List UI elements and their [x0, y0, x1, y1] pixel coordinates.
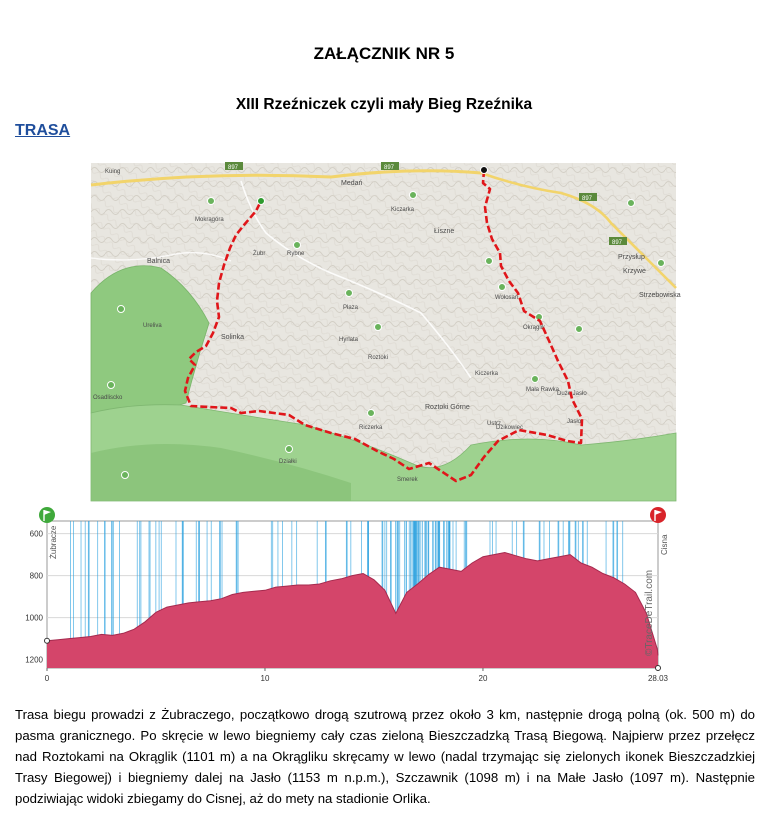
map-label: Kiczarka [391, 207, 415, 213]
document-subtitle: XIII Rzeźniczek czyli mały Bieg Rzeźnika [235, 96, 533, 113]
map-label: Łiszne [434, 228, 455, 235]
road-number: 897 [384, 165, 395, 171]
map-label: Wołosań [495, 295, 519, 301]
y-tick-label: 600 [29, 529, 43, 539]
map-label: Dzikowiec [496, 425, 524, 431]
elevation-profile [0, 505, 768, 687]
map-label: Krzywe [623, 268, 646, 275]
map-label: Kiczerka [475, 371, 499, 377]
finish-flag-icon [650, 507, 666, 523]
map-label: Medań [341, 180, 363, 187]
y-tick-label: 800 [29, 571, 43, 581]
summit-icon [628, 200, 635, 207]
summit-icon [375, 324, 382, 331]
map-label: Działki [279, 459, 297, 465]
summit-icon [410, 192, 417, 199]
summit-icon [108, 382, 115, 389]
road-number: 897 [612, 240, 623, 246]
map-label: Duże Jasło [557, 391, 587, 397]
map-label: Rybne [287, 251, 305, 257]
road-number: 897 [228, 165, 239, 171]
x-tick-label: 0 [44, 674, 50, 683]
y-tick-label: 1200 [25, 655, 43, 665]
x-tick-label: 10 [260, 674, 270, 683]
summit-icon [368, 410, 375, 417]
summit-icon [122, 472, 129, 479]
map-label: Solinka [221, 334, 244, 341]
flag-badge [39, 507, 55, 523]
y-axis-ticks [25, 530, 43, 665]
map-label: Płaza [343, 305, 359, 311]
map-label: Przysłup [618, 254, 645, 261]
map-label: Mokrągóra [195, 217, 224, 223]
x-tick-label: 20 [478, 674, 488, 683]
summit-icon [499, 284, 506, 291]
summit-icon [576, 326, 583, 333]
map-label: Ustrz. [487, 421, 503, 427]
map-label: Roztoki [368, 355, 389, 361]
summit-icon [208, 198, 215, 205]
summit-icon [286, 446, 293, 453]
map-label: Smerek [397, 477, 418, 483]
map-label: Mała Rawka [526, 387, 560, 393]
start-location-label: Żubracze [49, 525, 58, 559]
summit-icon [532, 376, 539, 383]
summit-icon [346, 290, 353, 297]
start-flag-icon [39, 507, 55, 523]
map-label: Roztoki Górne [425, 404, 470, 411]
watermark: ©TraceDeTrail.com [644, 569, 655, 656]
summit-icon [294, 242, 301, 249]
finish-marker-icon [481, 167, 488, 174]
elevation-profile-svg [0, 505, 768, 687]
map-label: Strzebowiska [639, 292, 681, 299]
finish-location-label: Cisna [660, 534, 669, 555]
map-label: Riczerka [359, 425, 383, 431]
map-label: Jasło [567, 419, 582, 425]
map-label: Okrąglik [523, 325, 546, 331]
end-point-marker [656, 666, 661, 671]
road-number: 897 [582, 196, 593, 202]
x-tick-label: 28.03 [647, 674, 669, 683]
route-map [91, 163, 681, 501]
start-point-marker [45, 638, 50, 643]
route-description: Trasa biegu prowadzi z Żubraczego, początkowo drogą szutrową przez około 3 km, następnie drogą polną (ok. 500 m) do pasma granicznego. Po skręcie w lewo biegniemy cały czas zieloną Bieszczadzką Trasą Biegową. Najpierw przez przełęcz nad Roztokami na Okrąglik (1101 m) a na Okrągliku skręcamy w lewo (nadal trzymając się zielonych ikonek Bieszczadzkiej Trasy Biegowej) i biegniemy dalej na Jasło (1153 m n.p.m.), Szczawnik (1098 m) i na Małe Jasło (1097 m). Następnie podziwiając widoki zbiegamy do Cisnej, aż do mety na stadionie Orlika. [15, 707, 755, 806]
summit-icon [486, 258, 493, 265]
summit-icon [658, 260, 665, 267]
route-map-svg [91, 163, 681, 501]
map-label: Kuing [105, 169, 121, 175]
summit-icon [118, 306, 125, 313]
start-marker-icon [258, 198, 265, 205]
section-heading: TRASA [15, 122, 71, 139]
document-title: ZAŁĄCZNIK NR 5 [313, 44, 455, 63]
map-label: Ureliva [143, 323, 162, 329]
y-tick-label: 1000 [25, 613, 43, 623]
flag-badge [650, 507, 666, 523]
map-label: Hyrlata [339, 337, 359, 343]
map-label: Osadliscko [93, 395, 123, 401]
map-label: Balnica [147, 258, 170, 265]
map-label: Żubr [253, 251, 266, 257]
